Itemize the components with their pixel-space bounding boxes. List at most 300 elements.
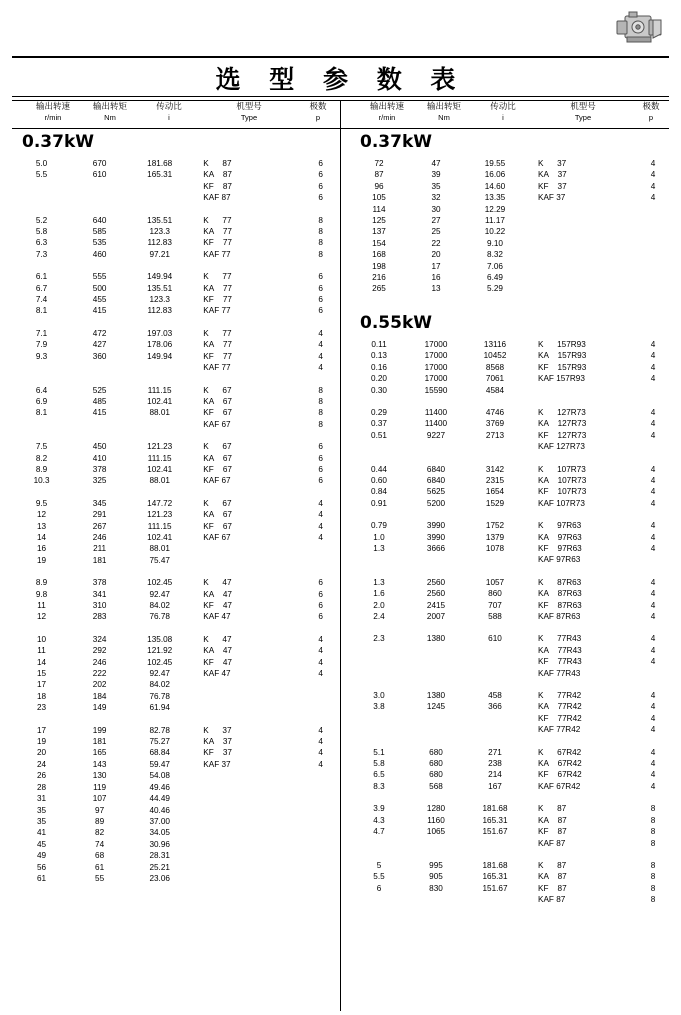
group-spacer <box>12 487 338 498</box>
cell-poles <box>303 850 338 861</box>
spec-table <box>350 860 670 906</box>
cell-ratio: 1752 <box>485 521 505 531</box>
header-poles-left: 极数 p <box>309 101 327 122</box>
cell-poles: 4 <box>650 362 656 372</box>
cell-ratio: 1379 <box>485 532 505 542</box>
table-row <box>350 554 670 565</box>
cell-ratio: 34.05 <box>149 828 170 838</box>
cell-poles: 4 <box>650 170 656 180</box>
cell-type: KAF 157R93 <box>538 374 585 384</box>
cell-torque: 17000 <box>424 362 448 372</box>
spec-table <box>12 577 338 623</box>
header-type-right: 机型号 Type <box>570 101 596 122</box>
cell-type <box>526 204 636 215</box>
cell-torque: 55 <box>95 873 105 883</box>
cell-poles: 4 <box>318 363 323 373</box>
cell-torque: 202 <box>92 680 107 690</box>
cell-torque: 610 <box>92 170 107 180</box>
table-row <box>12 657 338 668</box>
cell-type: KAF 87 <box>538 838 566 848</box>
cell-type: KA 77 <box>203 283 232 293</box>
cell-poles: 6 <box>318 476 323 486</box>
table-row <box>12 782 338 793</box>
cell-torque: 61 <box>95 862 105 872</box>
cell-ratio: 610 <box>488 634 502 644</box>
table-row <box>12 805 338 816</box>
cell-type <box>191 827 303 838</box>
cell-poles: 6 <box>318 283 323 293</box>
title-rule-bottom <box>12 96 669 97</box>
cell-poles: 6 <box>318 193 323 203</box>
table-row <box>350 283 670 294</box>
cell-torque: 485 <box>92 396 107 406</box>
cell-type <box>526 272 636 283</box>
table-row <box>350 226 670 237</box>
cell-rpm: 6.4 <box>35 385 48 395</box>
cell-ratio: 82.78 <box>149 725 170 735</box>
cell-torque <box>408 656 464 667</box>
cell-type: KAF 67 <box>203 419 231 429</box>
cell-rpm: 5.8 <box>373 759 385 769</box>
cell-type: K 67R42 <box>538 747 582 757</box>
cell-type: KF 157R93 <box>538 362 587 372</box>
cell-ratio: 121.92 <box>147 646 173 656</box>
table-row <box>350 441 670 452</box>
cell-rpm: 26 <box>36 771 47 781</box>
cell-poles: 4 <box>318 498 323 508</box>
cell-type: KA 87 <box>538 872 567 882</box>
table-row <box>350 475 670 486</box>
table-row <box>350 543 670 554</box>
cell-rpm: 16 <box>36 544 47 554</box>
cell-rpm: 0.84 <box>371 487 387 497</box>
cell-poles: 8 <box>318 385 323 395</box>
cell-ratio: 102.41 <box>147 464 173 474</box>
cell-ratio: 112.83 <box>147 306 172 316</box>
cell-ratio: 92.47 <box>149 669 170 679</box>
cell-ratio: 76.78 <box>149 612 170 622</box>
cell-type: K 37 <box>538 159 567 168</box>
table-row <box>12 464 338 475</box>
cell-poles: 4 <box>650 781 656 791</box>
cell-rpm: 5.2 <box>35 215 48 225</box>
cell-torque: 455 <box>92 295 107 305</box>
cell-poles: 4 <box>650 691 656 701</box>
cell-torque: 17 <box>431 261 441 271</box>
cell-type: KAF 37 <box>203 759 231 769</box>
cell-ratio: 707 <box>488 600 502 610</box>
table-row <box>12 645 338 656</box>
table-row <box>350 464 670 475</box>
cell-ratio: 12.29 <box>484 204 506 214</box>
cell-torque: 11400 <box>424 419 448 429</box>
cell-ratio: 1078 <box>485 543 505 553</box>
table-row <box>350 373 670 384</box>
cell-ratio: 111.15 <box>147 521 172 531</box>
cell-torque: 68 <box>95 851 105 861</box>
cell-torque: 680 <box>429 747 443 757</box>
cell-torque: 184 <box>92 691 107 701</box>
table-row <box>12 294 338 305</box>
cell-torque: 246 <box>92 657 107 667</box>
table-row <box>350 860 670 871</box>
cell-torque: 82 <box>95 828 105 838</box>
cell-rpm: 20 <box>36 748 47 758</box>
cell-ratio: 84.02 <box>149 680 170 690</box>
cell-ratio: 271 <box>488 747 502 757</box>
table-row <box>12 237 338 248</box>
table-row <box>350 520 670 531</box>
cell-poles: 4 <box>318 521 323 531</box>
gearbox-icon <box>609 8 667 50</box>
cell-ratio: 135.51 <box>147 283 173 293</box>
cell-poles: 6 <box>318 453 323 463</box>
cell-rpm: 114 <box>372 204 386 214</box>
cell-rpm: 105 <box>372 193 386 203</box>
cell-type: K 47 <box>203 634 232 644</box>
cell-type: KA 77 <box>203 227 232 237</box>
cell-rpm: 7.4 <box>35 295 48 305</box>
cell-ratio: 88.01 <box>149 476 170 486</box>
cell-rpm: 17 <box>36 680 47 690</box>
table-row <box>12 691 338 702</box>
table-row <box>12 419 338 430</box>
cell-rpm <box>12 419 71 430</box>
cell-type: KA 77 <box>203 340 232 350</box>
cell-ratio: 11.17 <box>485 216 505 226</box>
table-row <box>12 770 338 781</box>
cell-ratio: 102.45 <box>147 657 173 667</box>
cell-torque: 5625 <box>426 487 446 497</box>
cell-torque: 181 <box>92 737 107 747</box>
cell-torque: 415 <box>92 408 107 418</box>
cell-ratio <box>464 713 526 724</box>
cell-type: KF 67 <box>203 408 232 418</box>
cell-rpm: 15 <box>36 669 47 679</box>
cell-torque <box>71 419 128 430</box>
cell-rpm: 11 <box>37 601 46 610</box>
cell-type: KAF 77R42 <box>538 725 581 735</box>
cell-rpm: 0.60 <box>371 475 387 485</box>
left-column <box>12 132 338 884</box>
cell-poles <box>636 441 670 452</box>
cell-rpm: 1.6 <box>373 589 385 599</box>
cell-type: KF 107R73 <box>538 487 587 497</box>
cell-ratio: 458 <box>488 691 502 701</box>
cell-poles: 4 <box>318 510 323 520</box>
cell-ratio: 3142 <box>485 464 505 474</box>
cell-torque: 2560 <box>426 577 446 587</box>
cell-type <box>191 839 303 850</box>
cell-ratio: 588 <box>488 612 502 621</box>
cell-rpm: 35 <box>36 805 47 815</box>
spec-table <box>12 328 338 374</box>
cell-rpm: 8.1 <box>35 306 48 316</box>
cell-rpm: 19 <box>36 737 47 747</box>
cell-ratio: 2713 <box>485 430 505 440</box>
cell-torque: 905 <box>429 872 443 882</box>
cell-poles: 4 <box>318 328 323 338</box>
cell-rpm: 8.1 <box>35 408 48 418</box>
cell-rpm: 0.20 <box>371 374 387 384</box>
table-row <box>350 339 670 350</box>
spec-table <box>350 747 670 793</box>
table-row <box>350 758 670 769</box>
cell-rpm: 7.9 <box>35 340 48 350</box>
spec-table <box>12 385 338 431</box>
cell-poles <box>636 261 670 272</box>
cell-type: KF 77R42 <box>538 713 582 723</box>
table-row <box>350 418 670 429</box>
cell-rpm: 9.3 <box>35 351 48 361</box>
table-row <box>350 769 670 780</box>
table-row <box>12 169 338 180</box>
cell-rpm: 0.37 <box>371 419 387 429</box>
cell-poles <box>636 554 670 565</box>
cell-torque: 39 <box>431 170 441 180</box>
cell-ratio: 10.22 <box>484 227 506 237</box>
cell-torque: 130 <box>92 771 107 781</box>
cell-rpm: 5.5 <box>373 872 385 882</box>
table-row <box>12 249 338 260</box>
cell-ratio: 112.83 <box>147 238 172 248</box>
cell-torque <box>408 668 464 679</box>
table-row <box>350 407 670 418</box>
cell-ratio: 111.15 <box>147 385 172 395</box>
cell-type <box>526 215 636 226</box>
cell-ratio: 165.31 <box>147 170 173 180</box>
cell-type: KA 37 <box>538 170 567 180</box>
cell-torque: 1160 <box>427 815 445 825</box>
cell-rpm: 8.9 <box>35 464 48 474</box>
spec-table <box>12 158 338 204</box>
cell-torque <box>408 441 464 452</box>
cell-type: KAF 77 <box>203 249 231 259</box>
cell-type: K 97R63 <box>538 521 582 531</box>
cell-torque: 15590 <box>424 385 448 395</box>
spec-table <box>12 634 338 714</box>
cell-type <box>526 283 636 294</box>
cell-ratio: 88.01 <box>149 408 170 418</box>
cell-type <box>191 555 303 566</box>
cell-rpm <box>350 645 408 656</box>
cell-torque: 283 <box>92 612 107 622</box>
cell-poles: 4 <box>650 181 656 191</box>
cell-torque: 13 <box>431 284 441 294</box>
cell-torque: 680 <box>429 759 443 769</box>
cell-type: KA 87R63 <box>538 589 582 599</box>
cell-type: KAF 47 <box>203 612 231 622</box>
table-row <box>350 713 670 724</box>
cell-poles: 8 <box>318 249 323 259</box>
table-row <box>12 521 338 532</box>
cell-rpm: 5.1 <box>373 747 385 757</box>
cell-rpm: 4.3 <box>373 815 385 825</box>
cell-rpm <box>350 838 408 849</box>
column-divider <box>340 101 341 1011</box>
cell-torque: 427 <box>92 340 107 350</box>
cell-rpm: 0.11 <box>371 339 387 349</box>
cell-ratio: 135.51 <box>147 215 173 225</box>
table-row <box>350 215 670 226</box>
cell-poles: 6 <box>318 159 323 168</box>
table-row <box>12 793 338 804</box>
cell-torque: 165 <box>92 748 107 758</box>
cell-ratio: 181.68 <box>482 804 508 814</box>
cell-rpm: 2.3 <box>373 634 385 644</box>
cell-poles: 8 <box>318 396 323 406</box>
table-row <box>350 668 670 679</box>
cell-ratio: 9.10 <box>487 238 503 248</box>
cell-poles: 4 <box>318 351 323 361</box>
cell-poles: 4 <box>650 612 656 621</box>
cell-poles: 4 <box>650 747 656 757</box>
group-spacer <box>350 453 670 464</box>
cell-type: KA 67 <box>203 510 232 520</box>
cell-ratio: 14.60 <box>484 181 506 191</box>
cell-poles: 6 <box>318 170 323 180</box>
cell-ratio: 214 <box>488 770 502 780</box>
cell-type: KF 77R43 <box>538 657 582 667</box>
table-row <box>350 588 670 599</box>
table-row <box>350 192 670 203</box>
cell-poles <box>303 702 338 713</box>
table-row <box>350 238 670 249</box>
cell-ratio: 181.68 <box>482 860 508 870</box>
cell-rpm: 5.5 <box>35 170 48 180</box>
cell-ratio: 147.72 <box>147 498 173 508</box>
group-spacer <box>12 430 338 441</box>
cell-poles: 8 <box>650 827 656 837</box>
cell-torque: 107 <box>92 794 107 804</box>
table-row <box>12 747 338 758</box>
table-row <box>12 873 338 884</box>
cell-rpm <box>12 181 71 192</box>
group-spacer <box>350 509 670 520</box>
cell-ratio: 84.02 <box>149 601 170 610</box>
table-row <box>12 385 338 396</box>
cell-type: KF 67 <box>203 464 232 474</box>
cell-poles: 4 <box>650 374 656 384</box>
cell-rpm: 96 <box>374 181 384 191</box>
cell-rpm: 1.3 <box>373 543 385 553</box>
cell-torque: 472 <box>92 328 107 338</box>
cell-type <box>526 261 636 272</box>
table-row <box>12 226 338 237</box>
header-poles-right: 极数 p <box>642 101 660 122</box>
cell-poles: 4 <box>318 669 323 679</box>
cell-poles: 6 <box>318 442 323 452</box>
table-row <box>350 577 670 588</box>
cell-ratio: 19.55 <box>484 159 506 168</box>
cell-ratio: 1654 <box>485 487 505 497</box>
table-row <box>350 701 670 712</box>
cell-ratio: 178.06 <box>147 340 173 350</box>
cell-poles <box>636 668 670 679</box>
cell-ratio <box>128 419 191 430</box>
cell-rpm: 56 <box>36 862 47 872</box>
cell-type: KA 97R63 <box>538 532 582 542</box>
cell-ratio: 88.01 <box>149 544 170 554</box>
cell-rpm: 72 <box>374 159 384 168</box>
cell-type: K 77 <box>203 215 232 225</box>
cell-poles: 8 <box>650 838 656 848</box>
cell-ratio <box>128 192 191 203</box>
table-row <box>12 407 338 418</box>
spec-table <box>350 633 670 679</box>
cell-torque: 555 <box>92 272 107 282</box>
table-row <box>12 725 338 736</box>
cell-rpm: 198 <box>372 261 386 271</box>
cell-type: KAF 67R42 <box>538 781 581 791</box>
cell-rpm: 6.5 <box>373 770 385 780</box>
cell-poles: 6 <box>318 589 323 599</box>
cell-rpm <box>350 668 408 679</box>
cell-type <box>191 702 303 713</box>
cell-type: KAF 47 <box>203 669 231 679</box>
cell-ratio: 121.23 <box>147 510 173 520</box>
power-rating-heading: 0.55kW <box>360 312 433 333</box>
table-row <box>350 724 670 735</box>
cell-ratio: 10452 <box>483 351 507 361</box>
table-row <box>12 215 338 226</box>
cell-torque: 310 <box>92 601 107 610</box>
cell-poles: 4 <box>650 702 656 712</box>
table-row <box>350 181 670 192</box>
cell-torque: 181 <box>92 555 107 565</box>
cell-type: KA 67 <box>203 396 232 406</box>
cell-ratio: 238 <box>488 759 502 769</box>
table-row <box>12 192 338 203</box>
cell-torque: 20 <box>431 250 441 260</box>
cell-torque: 17000 <box>424 351 448 361</box>
cell-type: KF 77 <box>203 295 232 305</box>
cell-poles: 8 <box>650 815 656 825</box>
spec-table <box>350 407 670 453</box>
cell-rpm: 7.5 <box>35 442 48 452</box>
cell-type <box>191 770 303 781</box>
power-rating-heading: 0.37kW <box>22 132 95 152</box>
cell-type: KA 157R93 <box>538 351 587 361</box>
cell-type: KA 67 <box>203 453 232 463</box>
table-row <box>350 883 670 894</box>
cell-type: KAF 87R63 <box>538 612 581 621</box>
cell-poles: 6 <box>318 306 323 316</box>
cell-type: K 87 <box>538 804 567 814</box>
cell-ratio: 44.49 <box>149 794 170 804</box>
cell-ratio: 8568 <box>485 362 505 372</box>
cell-type: KA 127R73 <box>538 419 587 429</box>
cell-ratio <box>128 181 191 192</box>
group-spacer <box>12 317 338 328</box>
cell-torque: 1380 <box>426 691 446 701</box>
cell-poles: 4 <box>650 543 656 553</box>
cell-torque: 246 <box>92 532 107 542</box>
cell-type: K 67 <box>203 442 232 452</box>
cell-poles: 8 <box>650 860 656 870</box>
cell-rpm: 11 <box>37 646 46 656</box>
cell-poles: 4 <box>650 407 656 417</box>
power-rating-heading: 0.37kW <box>360 132 433 152</box>
cell-torque: 22 <box>431 238 441 248</box>
cell-ratio: 123.3 <box>149 295 170 305</box>
cell-poles <box>636 272 670 283</box>
cell-torque: 1245 <box>426 702 446 712</box>
cell-torque: 568 <box>429 781 443 791</box>
cell-ratio: 30.96 <box>149 839 170 849</box>
cell-torque: 222 <box>92 669 107 679</box>
cell-torque <box>408 713 464 724</box>
